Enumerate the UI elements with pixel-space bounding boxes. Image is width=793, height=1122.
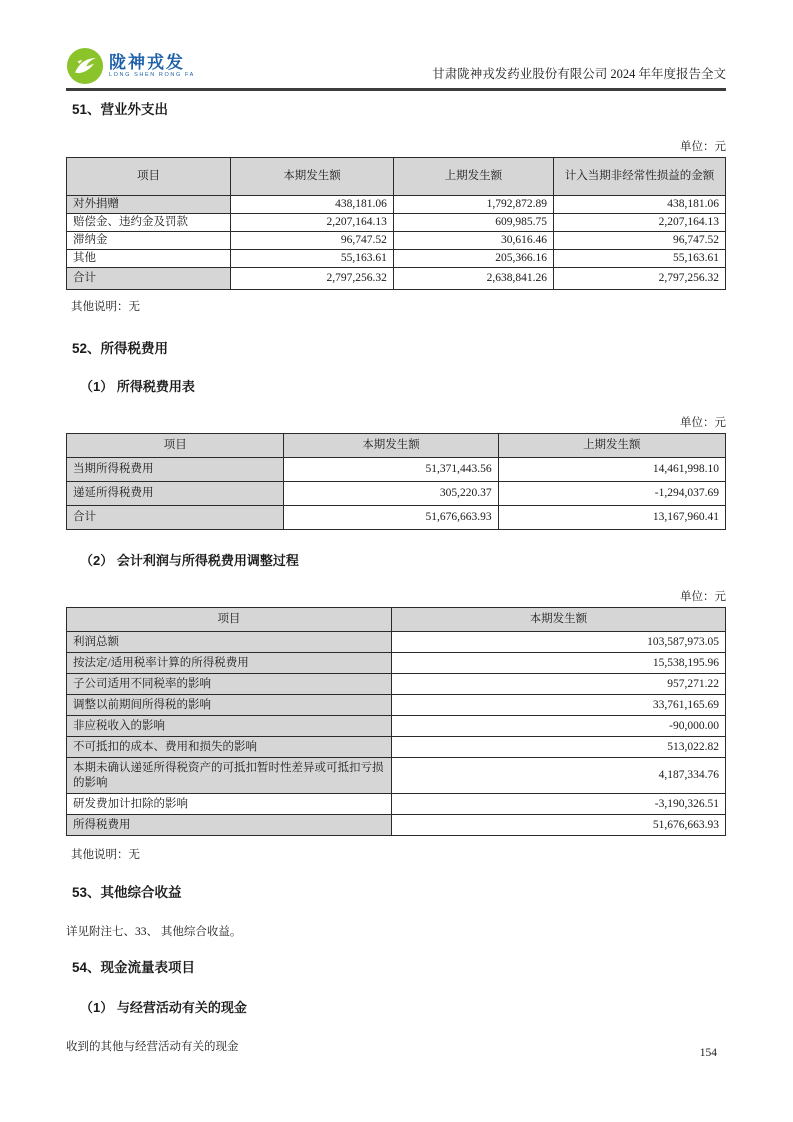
cell-value: 2,207,164.13 <box>553 214 725 232</box>
column-header: 本期发生额 <box>231 158 394 196</box>
column-header: 项目 <box>67 158 231 196</box>
column-header: 上期发生额 <box>393 158 553 196</box>
table-row <box>67 482 726 506</box>
cell-value: 51,371,443.56 <box>284 458 498 482</box>
tax-reconciliation-table <box>66 607 726 836</box>
row-label: 合计 <box>67 268 231 290</box>
cell-value: -90,000.00 <box>391 716 725 737</box>
cell-value: 2,207,164.13 <box>231 214 394 232</box>
cell-value: 205,366.16 <box>393 250 553 268</box>
row-label: 赔偿金、违约金及罚款 <box>67 214 231 232</box>
cell-value: 96,747.52 <box>553 232 725 250</box>
cell-value: 14,461,998.10 <box>498 458 725 482</box>
cell-value: 96,747.52 <box>231 232 394 250</box>
row-label: 按法定/适用税率计算的所得税费用 <box>67 653 392 674</box>
row-label: 研发费加计扣除的影响 <box>67 794 392 815</box>
data-table <box>66 433 726 530</box>
row-label: 所得税费用 <box>67 815 392 836</box>
table-row <box>67 506 726 530</box>
cell-value: 2,638,841.26 <box>393 268 553 290</box>
row-label: 合计 <box>67 506 284 530</box>
table-row <box>67 737 726 758</box>
table-row <box>67 250 726 268</box>
row-label: 调整以前期间所得税的影响 <box>67 695 392 716</box>
row-label: 对外捐赠 <box>67 196 231 214</box>
column-header: 计入当期非经常性损益的金额 <box>553 158 725 196</box>
unit-label: 单位：元 <box>680 141 726 153</box>
section-51-title: 51、营业外支出 <box>72 102 169 117</box>
cell-value: -1,294,037.69 <box>498 482 725 506</box>
table-row <box>67 716 726 737</box>
row-label: 滞纳金 <box>67 232 231 250</box>
logo-bird-icon <box>66 47 104 85</box>
row-label: 不可抵扣的成本、费用和损失的影响 <box>67 737 392 758</box>
data-table <box>66 157 726 290</box>
income-tax-expense-table <box>66 433 726 530</box>
cell-value: 4,187,334.76 <box>391 758 725 794</box>
table-row <box>67 653 726 674</box>
cell-value: 15,538,195.96 <box>391 653 725 674</box>
row-label: 递延所得税费用 <box>67 482 284 506</box>
report-title: 甘肃陇神戎发药业股份有限公司 2024 年年度报告全文 <box>432 67 726 81</box>
table-row <box>67 794 726 815</box>
row-label: 子公司适用不同税率的影响 <box>67 674 392 695</box>
cell-value: 55,163.61 <box>231 250 394 268</box>
cell-value: 13,167,960.41 <box>498 506 725 530</box>
table-header-row <box>67 158 726 196</box>
section-52-1-title: （1） 所得税费用表 <box>80 379 195 394</box>
cell-value: 2,797,256.32 <box>553 268 725 290</box>
table-row <box>67 815 726 836</box>
row-label: 利润总额 <box>67 632 392 653</box>
table-row <box>67 268 726 290</box>
header-divider <box>66 88 726 91</box>
cell-value: 305,220.37 <box>284 482 498 506</box>
column-header: 项目 <box>67 608 392 632</box>
data-table <box>66 607 726 836</box>
cell-value: 30,616.46 <box>393 232 553 250</box>
logo-english-name: LONG SHEN RONG FA <box>109 71 195 78</box>
section-53-body: 详见附注七、33、 其他综合收益。 <box>66 926 242 938</box>
column-header: 本期发生额 <box>391 608 725 632</box>
cell-value: 1,792,872.89 <box>393 196 553 214</box>
cell-value: 103,587,973.05 <box>391 632 725 653</box>
table-row <box>67 758 726 794</box>
section-53-title: 53、其他综合收益 <box>72 885 182 900</box>
non-operating-expenses-table <box>66 157 726 290</box>
table-row <box>67 196 726 214</box>
row-label: 非应税收入的影响 <box>67 716 392 737</box>
column-header: 上期发生额 <box>498 434 725 458</box>
section-54-title: 54、现金流量表项目 <box>72 960 196 975</box>
table-row <box>67 632 726 653</box>
cell-value: 438,181.06 <box>553 196 725 214</box>
cell-value: 438,181.06 <box>231 196 394 214</box>
row-label: 其他 <box>67 250 231 268</box>
logo-chinese-name: 陇神戎发 <box>109 52 185 72</box>
page-header <box>66 0 726 85</box>
table-header-row <box>67 608 726 632</box>
table-row <box>67 232 726 250</box>
other-note: 其他说明：无 <box>71 301 140 313</box>
section-52-title: 52、所得税费用 <box>72 341 169 356</box>
table-row <box>67 674 726 695</box>
page-number: 154 <box>699 1047 717 1059</box>
cell-value: 33,761,165.69 <box>391 695 725 716</box>
table-row <box>67 458 726 482</box>
table-row <box>67 695 726 716</box>
cell-value: 513,022.82 <box>391 737 725 758</box>
cell-value: 2,797,256.32 <box>231 268 394 290</box>
unit-label: 单位：元 <box>680 591 726 603</box>
cell-value: 55,163.61 <box>553 250 725 268</box>
cell-value: 609,985.75 <box>393 214 553 232</box>
table-row <box>67 214 726 232</box>
row-label: 本期未确认递延所得税资产的可抵扣暂时性差异或可抵扣亏损的影响 <box>67 758 392 794</box>
cell-value: -3,190,326.51 <box>391 794 725 815</box>
cell-value: 51,676,663.93 <box>391 815 725 836</box>
row-label: 当期所得税费用 <box>67 458 284 482</box>
other-note: 其他说明：无 <box>71 849 140 861</box>
company-logo <box>66 47 195 85</box>
column-header: 项目 <box>67 434 284 458</box>
cell-value: 51,676,663.93 <box>284 506 498 530</box>
cell-value: 957,271.22 <box>391 674 725 695</box>
section-54-1-title: （1） 与经营活动有关的现金 <box>80 1000 247 1015</box>
table-header-row <box>67 434 726 458</box>
section-52-2-title: （2） 会计利润与所得税费用调整过程 <box>80 553 299 568</box>
section-54-body: 收到的其他与经营活动有关的现金 <box>66 1041 239 1053</box>
column-header: 本期发生额 <box>284 434 498 458</box>
unit-label: 单位：元 <box>680 417 726 429</box>
